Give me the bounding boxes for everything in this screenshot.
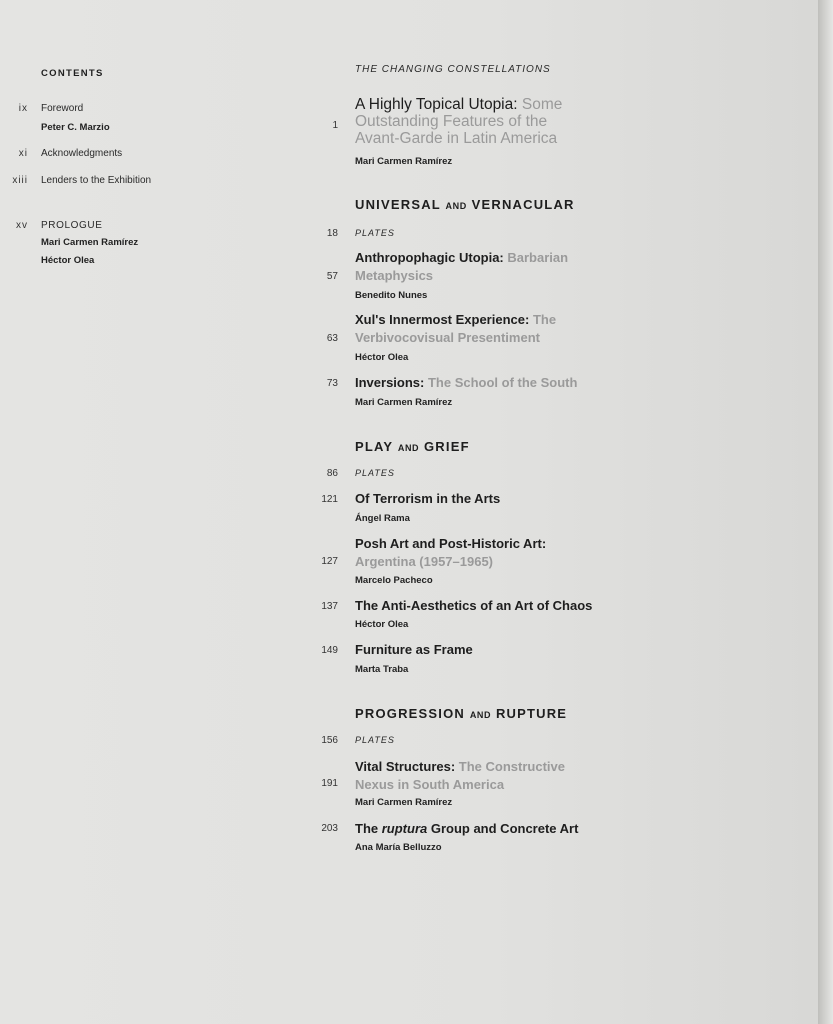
article-author: Ana María Belluzzo bbox=[355, 842, 442, 853]
article-author: Mari Carmen Ramírez bbox=[355, 397, 453, 408]
contents-heading: CONTENTS bbox=[41, 68, 104, 79]
article-title: Furniture as Frame bbox=[355, 642, 473, 657]
plates-label: PLATES bbox=[355, 228, 395, 238]
article-author: Héctor Olea bbox=[355, 352, 409, 363]
page-number: 203 bbox=[321, 823, 338, 834]
article-title: A Highly Topical Utopia: Some Outstanding Features of the Avant-Garde in Latin America bbox=[355, 96, 563, 147]
page-number: 1 bbox=[332, 120, 338, 131]
lenders-label: Lenders to the Exhibition bbox=[41, 175, 152, 186]
article-author: Marcelo Pacheco bbox=[355, 575, 433, 586]
page-number: xi bbox=[18, 148, 28, 159]
article-title: Vital Structures: The Constructive Nexus in South America bbox=[355, 759, 565, 792]
article-author: Héctor Olea bbox=[355, 619, 409, 630]
prologue-label: PROLOGUE bbox=[41, 220, 103, 231]
acknowledgments-label: Acknowledgments bbox=[41, 148, 123, 159]
foreword-label: Foreword bbox=[41, 103, 84, 114]
article-author: Mari Carmen Ramírez bbox=[355, 156, 453, 167]
prologue-author: Héctor Olea bbox=[41, 255, 95, 266]
plates-label: PLATES bbox=[355, 468, 395, 478]
article-title: Anthropophagic Utopia: Barbarian Metaphysics bbox=[355, 250, 569, 283]
page-number: xv bbox=[16, 220, 28, 231]
page-number: 121 bbox=[321, 494, 338, 505]
page-edge bbox=[818, 0, 833, 1024]
article-title: The ruptura Group and Concrete Art bbox=[355, 821, 579, 836]
page-number: 57 bbox=[326, 271, 338, 282]
part-heading: PROGRESSION AND RUPTURE bbox=[355, 706, 568, 721]
page-number: 18 bbox=[326, 228, 338, 239]
page-number: 63 bbox=[326, 333, 338, 344]
page-number: ix bbox=[18, 103, 28, 114]
section-title: THE CHANGING CONSTELLATIONS bbox=[355, 64, 551, 75]
part-heading: PLAY AND GRIEF bbox=[355, 439, 470, 454]
page-number: 191 bbox=[321, 778, 338, 789]
article-title: Of Terrorism in the Arts bbox=[355, 491, 501, 506]
page-number: 149 bbox=[321, 645, 338, 656]
article-title: Xul's Innermost Experience: The Verbivocovisual Presentiment bbox=[355, 312, 557, 345]
page-number: xiii bbox=[12, 175, 28, 186]
article-title: Inversions: The School of the South bbox=[355, 375, 578, 390]
page-number: 156 bbox=[321, 735, 338, 746]
page-number: 127 bbox=[321, 556, 338, 567]
article-title: The Anti-Aesthetics of an Art of Chaos bbox=[355, 598, 593, 613]
part-heading: UNIVERSAL AND VERNACULAR bbox=[355, 197, 575, 212]
article-author: Marta Traba bbox=[355, 664, 409, 675]
foreword-author: Peter C. Marzio bbox=[41, 122, 110, 133]
article-title: Posh Art and Post-Historic Art: Argentina (1957–1965) bbox=[355, 536, 547, 569]
page-number: 86 bbox=[326, 468, 338, 479]
article-author: Mari Carmen Ramírez bbox=[355, 797, 453, 808]
plates-label: PLATES bbox=[355, 735, 395, 745]
prologue-author: Mari Carmen Ramírez bbox=[41, 237, 139, 248]
page-number: 73 bbox=[326, 378, 338, 389]
article-author: Ángel Rama bbox=[355, 513, 410, 524]
page-number: 137 bbox=[321, 601, 338, 612]
article-author: Benedito Nunes bbox=[355, 290, 428, 301]
